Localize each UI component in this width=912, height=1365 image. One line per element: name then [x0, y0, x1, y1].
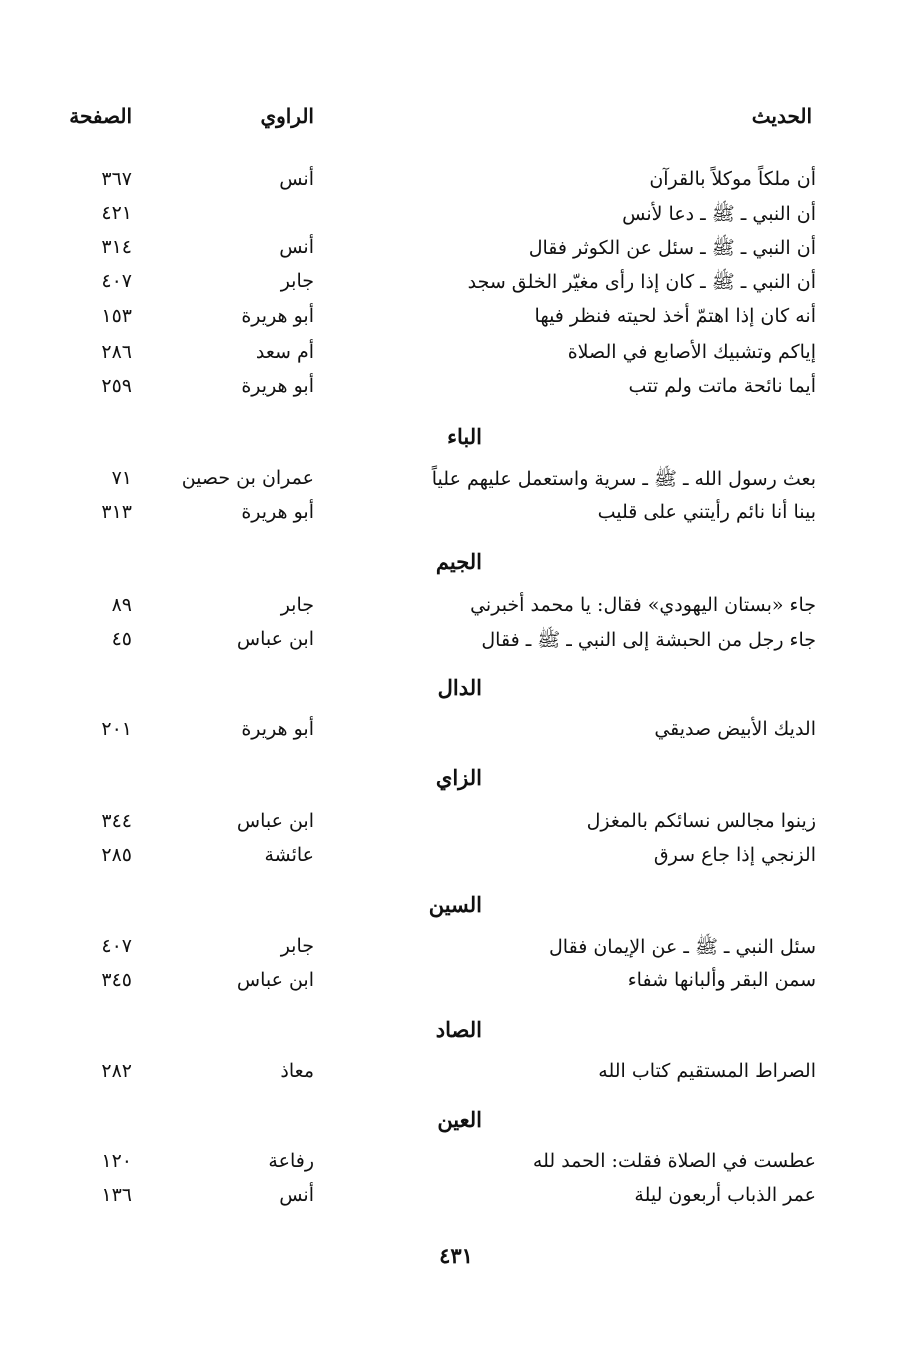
page-ref: ٧١ — [111, 467, 132, 489]
narrator-name: أبو هريرة — [241, 501, 314, 523]
narrator-name: جابر — [280, 594, 314, 616]
index-row — [0, 305, 912, 335]
section-heading-jim: الجيم — [435, 549, 482, 574]
section-heading-ba: الباء — [447, 424, 482, 449]
hadith-text: عمر الذباب أربعون ليلة — [634, 1184, 816, 1206]
page-ref: ١٥٣ — [101, 305, 132, 327]
hadith-text: أن ملكاً موكلاً بالقرآن — [649, 168, 816, 190]
page-ref: ٣١٤ — [101, 236, 132, 258]
page-ref: ٤٠٧ — [101, 270, 132, 292]
hadith-text: عطست في الصلاة فقلت: الحمد لله — [532, 1150, 816, 1172]
section-heading-ayn: العين — [437, 1107, 482, 1132]
index-row — [0, 844, 912, 874]
page-ref: ٢٨٦ — [101, 341, 132, 363]
narrator-name: عائشة — [264, 844, 314, 866]
narrator-name: أنس — [279, 236, 314, 258]
page-ref: ٣١٣ — [101, 501, 132, 523]
narrator-name: رفاعة — [268, 1150, 314, 1172]
hadith-text: سئل النبي ـ ﷺ ـ عن الإيمان فقال — [549, 936, 816, 958]
hadith-text: الزنجي إذا جاع سرق — [653, 844, 816, 866]
narrator-name: أنس — [279, 168, 314, 190]
hadith-text: الديك الأبيض صديقي — [654, 718, 816, 740]
index-row — [0, 718, 912, 748]
narrator-name: معاذ — [280, 1060, 314, 1082]
hadith-text: أيما نائحة ماتت ولم تتب — [628, 375, 816, 397]
column-header-narrator: الراوي — [260, 104, 314, 128]
hadith-text: زينوا مجالس نسائكم بالمغزل — [586, 810, 816, 832]
hadith-text: سمن البقر وألبانها شفاء — [627, 969, 816, 991]
index-row — [0, 1060, 912, 1090]
hadith-text: جاء «بستان اليهودي» فقال: يا محمد أخبرني — [470, 594, 816, 616]
page-ref: ١٣٦ — [101, 1184, 132, 1206]
index-row — [0, 501, 912, 531]
page-ref: ٨٩ — [111, 594, 132, 616]
index-row — [0, 935, 912, 965]
narrator-name: ابن عباس — [236, 969, 314, 991]
index-row — [0, 236, 912, 266]
hadith-text: الصراط المستقيم كتاب الله — [598, 1060, 816, 1082]
index-row — [0, 969, 912, 999]
index-row — [0, 810, 912, 840]
hadith-text: أن النبي ـ ﷺ ـ سئل عن الكوثر فقال — [528, 237, 816, 259]
page-ref: ٢٥٩ — [101, 375, 132, 397]
page-ref: ٤٥ — [111, 628, 132, 650]
index-row — [0, 375, 912, 405]
narrator-name: ابن عباس — [236, 628, 314, 650]
section-heading-sin: السين — [428, 892, 482, 917]
hadith-text: بينا أنا نائم رأيتني على قليب — [597, 501, 816, 523]
narrator-name: أبو هريرة — [241, 375, 314, 397]
index-row — [0, 270, 912, 300]
index-row — [0, 1150, 912, 1180]
page-ref: ٤٢١ — [101, 202, 132, 224]
hadith-text: إياكم وتشبيك الأصابع في الصلاة — [567, 341, 816, 363]
page-ref: ٤٠٧ — [101, 935, 132, 957]
index-row — [0, 594, 912, 624]
section-heading-zay: الزاي — [435, 765, 482, 790]
hadith-text: أن النبي ـ ﷺ ـ دعا لأنس — [622, 203, 816, 225]
narrator-name: أم سعد — [255, 341, 314, 363]
narrator-name: جابر — [280, 935, 314, 957]
index-row — [0, 341, 912, 371]
index-row — [0, 168, 912, 198]
index-row — [0, 628, 912, 658]
narrator-name: أنس — [279, 1184, 314, 1206]
page-ref: ٢٨٢ — [101, 1060, 132, 1082]
section-heading-sad: الصاد — [435, 1017, 482, 1042]
page-number: ٤٣١ — [439, 1243, 473, 1268]
index-row — [0, 467, 912, 497]
page-ref: ٢٠١ — [101, 718, 132, 740]
hadith-text: جاء رجل من الحبشة إلى النبي ـ ﷺ ـ فقال — [481, 629, 816, 651]
narrator-name: أبو هريرة — [241, 718, 314, 740]
page-ref: ١٢٠ — [101, 1150, 132, 1172]
index-row — [0, 1184, 912, 1214]
page-ref: ٣٤٥ — [101, 969, 132, 991]
hadith-text: بعث رسول الله ـ ﷺ ـ سرية واستعمل عليهم علياً — [431, 468, 816, 490]
hadith-text: أن النبي ـ ﷺ ـ كان إذا رأى مغيّر الخلق سجد — [467, 271, 816, 293]
column-header-hadith: الحديث — [751, 104, 812, 128]
narrator-name: عمران بن حصين — [181, 467, 314, 489]
narrator-name: أبو هريرة — [241, 305, 314, 327]
index-row — [0, 202, 912, 232]
section-heading-dal: الدال — [437, 675, 482, 700]
page-ref: ٣٤٤ — [101, 810, 132, 832]
narrator-name: جابر — [280, 270, 314, 292]
column-header-page: الصفحة — [69, 104, 132, 128]
narrator-name: ابن عباس — [236, 810, 314, 832]
hadith-text: أنه كان إذا اهتمّ أخذ لحيته فنظر فيها — [534, 305, 816, 327]
page-ref: ٢٨٥ — [101, 844, 132, 866]
page-ref: ٣٦٧ — [101, 168, 132, 190]
